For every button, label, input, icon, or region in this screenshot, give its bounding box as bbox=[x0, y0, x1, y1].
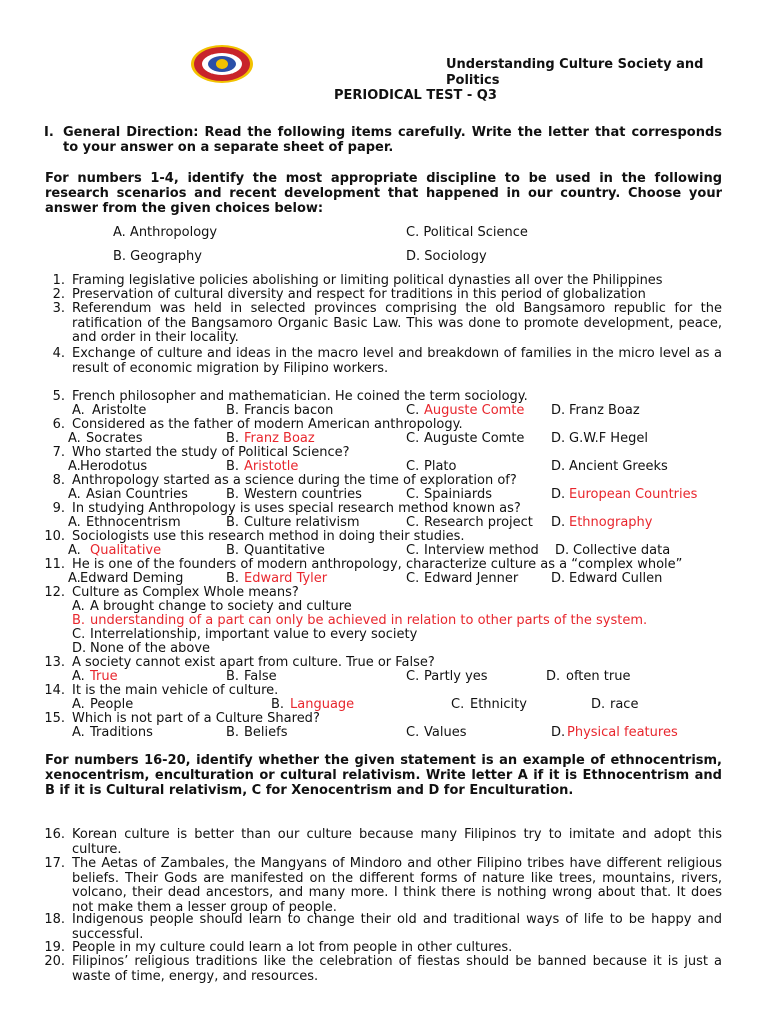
option-text: Spainiards bbox=[424, 487, 493, 502]
choice-sociology: D. Sociology bbox=[406, 249, 487, 264]
option-letter: C. bbox=[406, 403, 420, 418]
option-text: Edward Cullen bbox=[569, 571, 663, 586]
option-letter: D. bbox=[591, 697, 606, 712]
option-letter: B. bbox=[226, 571, 240, 586]
option-text: People bbox=[90, 697, 134, 712]
answer-option-text: European Countries bbox=[569, 487, 698, 502]
option-letter: D. bbox=[555, 543, 570, 558]
choice-anthropology: A. Anthropology bbox=[113, 225, 218, 240]
option-letter: B. bbox=[226, 431, 240, 446]
option-letter: B. bbox=[226, 515, 240, 530]
option-letter: D. bbox=[551, 487, 566, 502]
option-letter: C. bbox=[406, 515, 420, 530]
test-title: PERIODICAL TEST - Q3 bbox=[334, 88, 497, 103]
option-letter: C. bbox=[406, 543, 420, 558]
option-letter: C. bbox=[406, 571, 420, 586]
choice-geography: B. Geography bbox=[113, 249, 202, 264]
option-text: Francis bacon bbox=[244, 403, 334, 418]
option-letter: C. bbox=[406, 459, 420, 474]
option-letter: A. bbox=[68, 431, 81, 446]
option-letter: D. bbox=[551, 403, 566, 418]
option-letter: B. bbox=[226, 725, 240, 740]
option-letter: D. bbox=[546, 669, 561, 684]
option-letter: C. bbox=[406, 431, 420, 446]
option-letter: A. bbox=[72, 725, 85, 740]
option-text: Herodotus bbox=[80, 459, 148, 474]
answer-option-text: Ethnography bbox=[569, 515, 653, 530]
option-letter: A. bbox=[72, 669, 85, 684]
option-letter: C. bbox=[451, 697, 465, 712]
option-letter: D. bbox=[551, 515, 566, 530]
part3-instruction: For numbers 16-20, identify whether the given statement is an example of ethnocentrism, xenocentrism, enculturation or cultural relativism. Write letter A if it is Ethnocentrism and B if it is Cultural relativism, C for Xenocentrism and D for Enculturation. bbox=[45, 753, 722, 798]
general-direction: General Direction: Read the following items carefully. Write the letter that corresponds to your answer on a separate sheet of paper. bbox=[63, 125, 722, 155]
option-letter: D. bbox=[551, 431, 566, 446]
part1-instruction: For numbers 1-4, identify the most appropriate discipline to be used in the following research scenarios and recent development that happened in our country. Choose your answer from the given choices below: bbox=[45, 171, 722, 216]
option-letter: B. bbox=[226, 543, 240, 558]
choice-political-science: C. Political Science bbox=[406, 225, 528, 240]
option-text: Edward Jenner bbox=[424, 571, 519, 586]
option-text: Aristolte bbox=[92, 403, 147, 418]
option-text: Ethnicity bbox=[470, 697, 527, 712]
answer-option-text: Auguste Comte bbox=[424, 403, 525, 418]
option-letter: D. bbox=[551, 459, 566, 474]
option-text: Western countries bbox=[244, 487, 362, 502]
answer-option-text: Franz Boaz bbox=[244, 431, 315, 446]
option-letter: A. bbox=[68, 571, 81, 586]
option-text: Collective data bbox=[573, 543, 671, 558]
answer-option-text: Edward Tyler bbox=[244, 571, 328, 586]
option-text: race bbox=[610, 697, 639, 712]
option-letter: C. bbox=[406, 725, 420, 740]
option-text: Interview method bbox=[424, 543, 539, 558]
option-text: Ethnocentrism bbox=[86, 515, 181, 530]
option-letter: A. bbox=[68, 459, 81, 474]
option-text: Quantitative bbox=[244, 543, 325, 558]
school-seal-logo bbox=[190, 44, 254, 84]
answer-option-text: Language bbox=[290, 697, 355, 712]
option-text: Research project bbox=[424, 515, 533, 530]
option-text: Values bbox=[424, 725, 467, 740]
option-text: Beliefs bbox=[244, 725, 288, 740]
option-letter: D. bbox=[551, 571, 566, 586]
option-letter: B. bbox=[226, 487, 240, 502]
option-letter: A. bbox=[72, 403, 85, 418]
option-text: often true bbox=[566, 669, 631, 684]
option-letter: D. bbox=[551, 725, 566, 740]
option-text: Ancient Greeks bbox=[569, 459, 668, 474]
answer-option-text: Aristotle bbox=[244, 459, 299, 474]
option-text: G.W.F Hegel bbox=[569, 431, 648, 446]
option-text: Auguste Comte bbox=[424, 431, 525, 446]
option-letter: B. bbox=[226, 459, 240, 474]
option-letter: C. bbox=[406, 487, 420, 502]
option-text: Franz Boaz bbox=[569, 403, 640, 418]
subject-title: Understanding Culture Society and Politics bbox=[446, 57, 704, 88]
option-text: Traditions bbox=[90, 725, 153, 740]
option-letter: B. bbox=[271, 697, 285, 712]
option-text: Asian Countries bbox=[86, 487, 188, 502]
option-letter: A. bbox=[68, 515, 81, 530]
answer-option-text: True bbox=[90, 669, 118, 684]
direction-label: I. bbox=[44, 125, 54, 140]
option-letter: B. bbox=[226, 403, 240, 418]
option-letter: B. bbox=[226, 669, 240, 684]
option-text: Edward Deming bbox=[80, 571, 184, 586]
option-letter: C. bbox=[406, 669, 420, 684]
option-text: False bbox=[244, 669, 277, 684]
option-text: Culture relativism bbox=[244, 515, 360, 530]
option-letter: A. bbox=[68, 487, 81, 502]
option-text: Socrates bbox=[86, 431, 143, 446]
answer-option-text: Physical features bbox=[567, 725, 678, 740]
option-text: Partly yes bbox=[424, 669, 488, 684]
option-text: Plato bbox=[424, 459, 457, 474]
option-letter: A. bbox=[68, 543, 81, 558]
answer-option-text: Qualitative bbox=[90, 543, 162, 558]
option-letter: A. bbox=[72, 697, 85, 712]
